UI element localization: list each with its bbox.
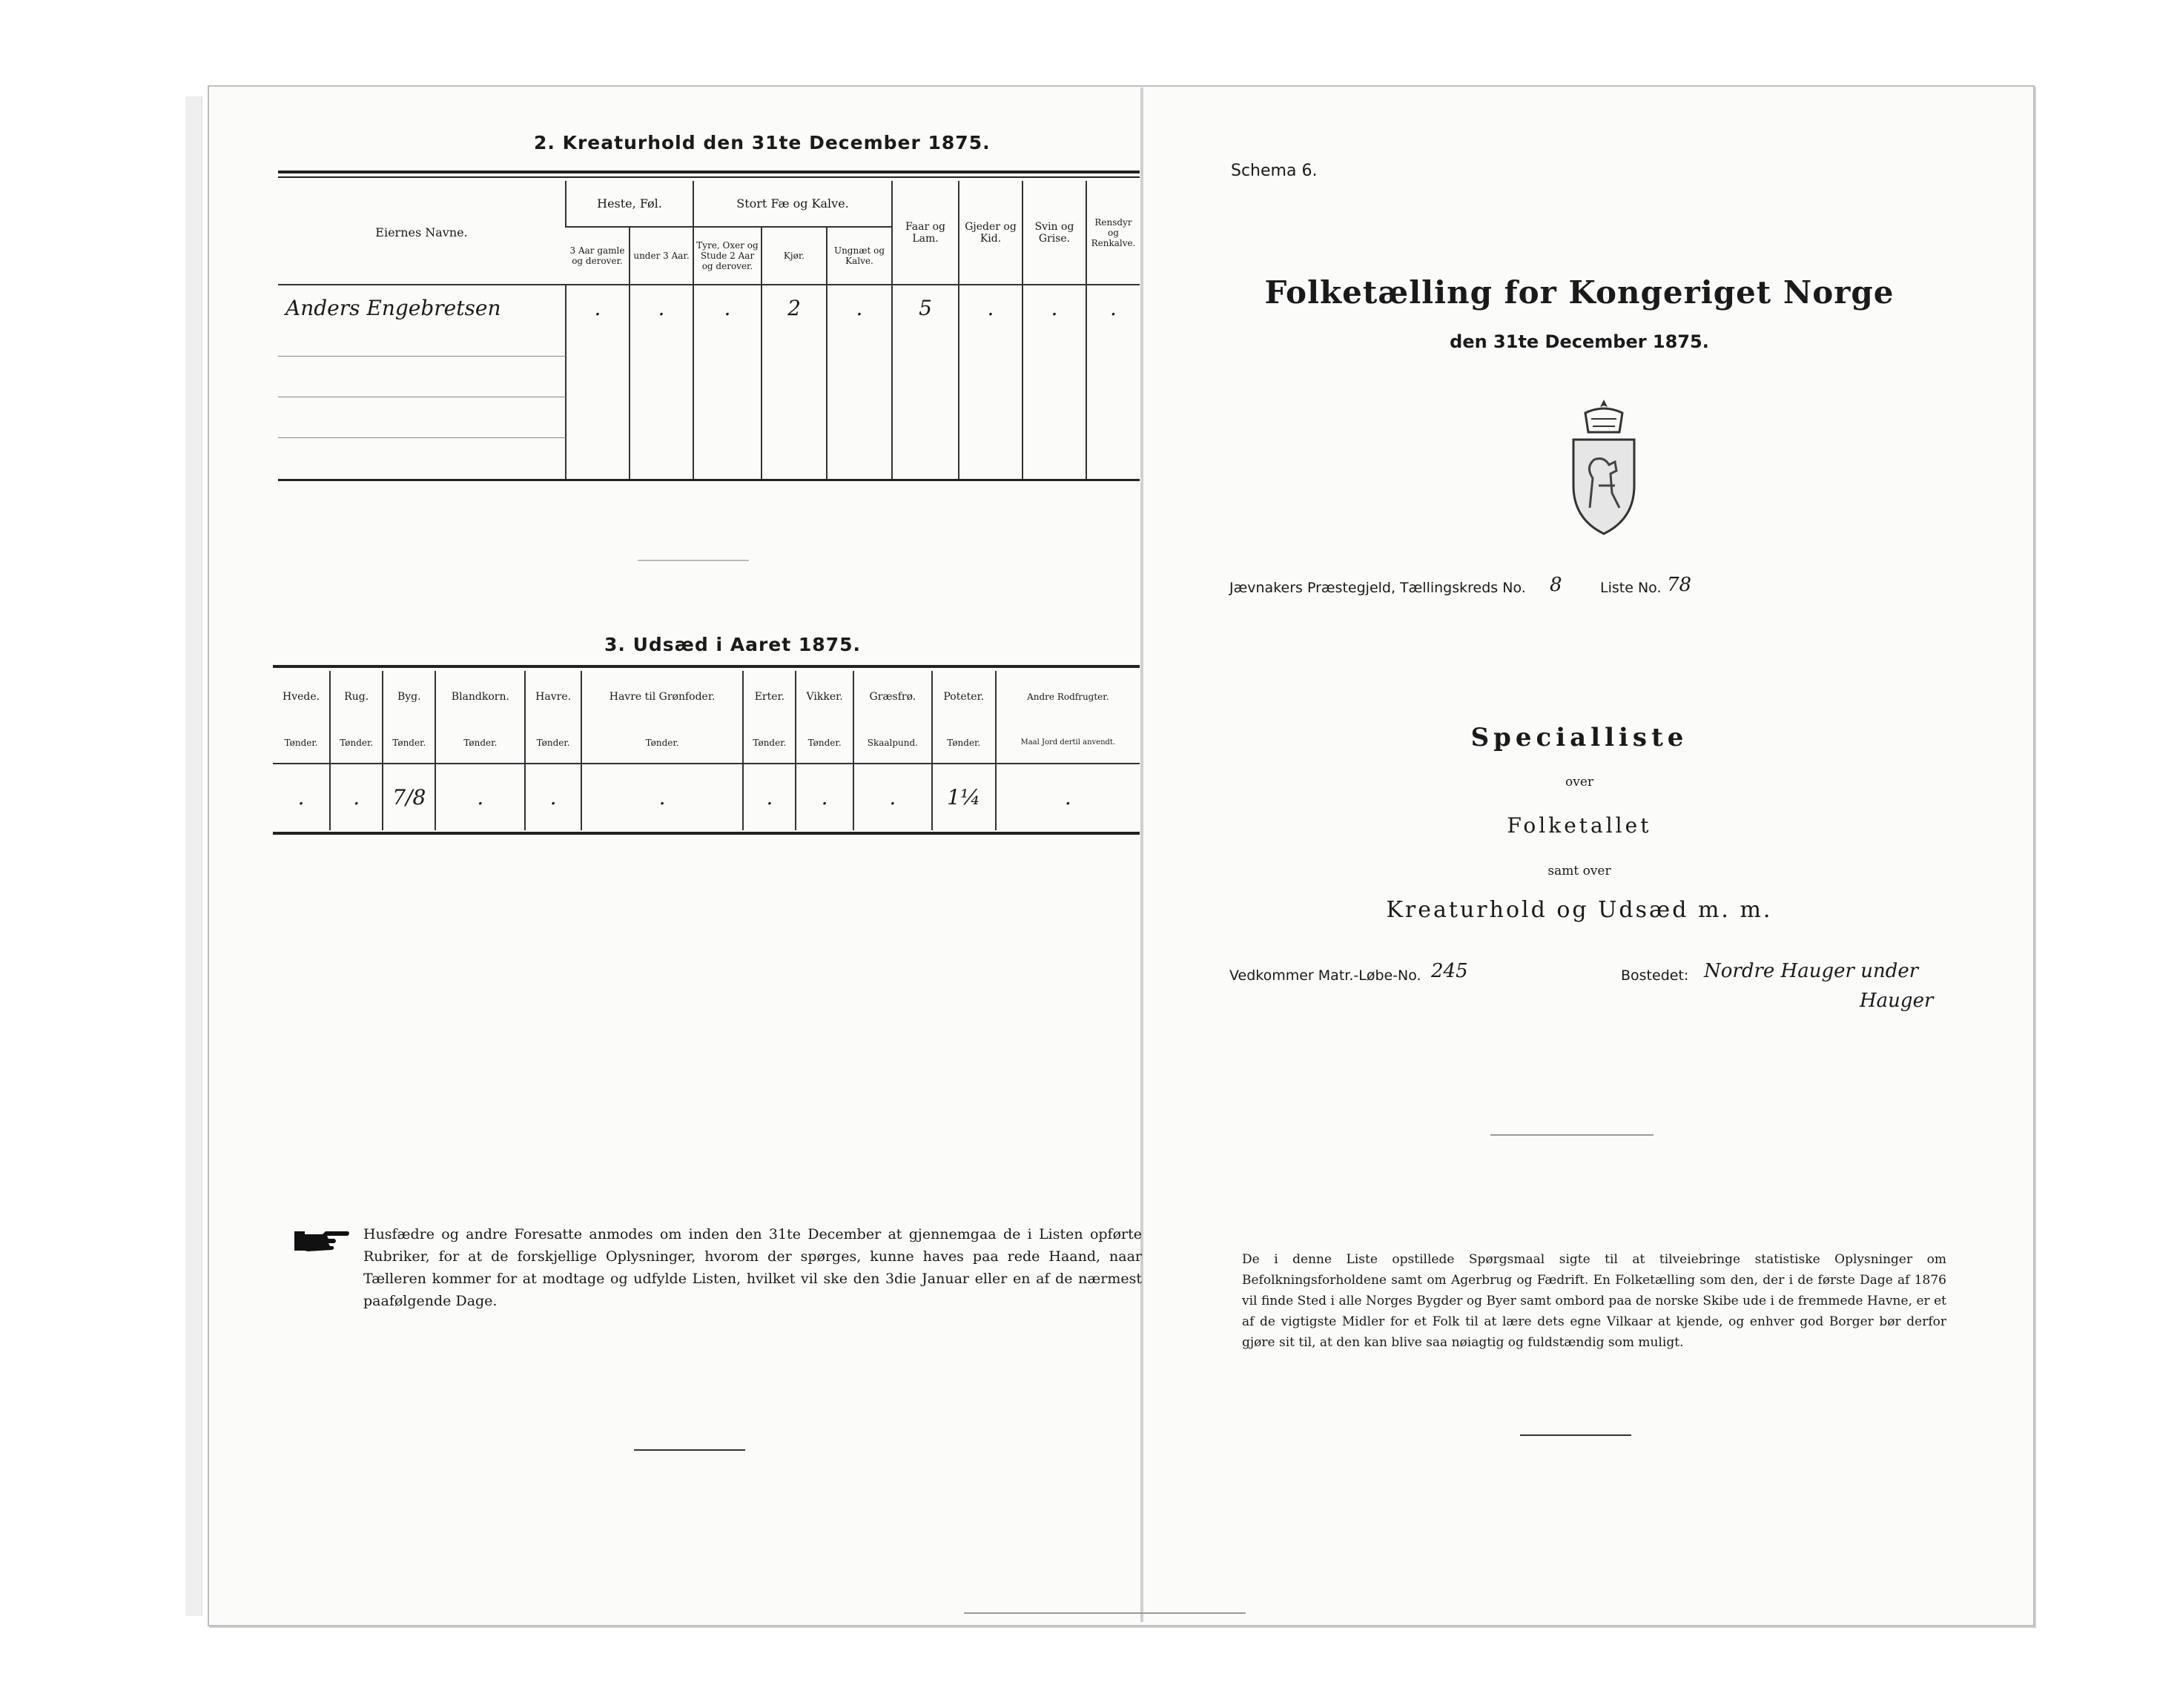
pointing-hand-icon [293,1227,352,1257]
col-young-cattle: Ungnæt og Kalve. [827,227,892,285]
value-cell: 1¼ [947,785,981,810]
binding-edge [185,96,202,1616]
unit-cell: Tønder. [330,723,383,764]
col-pigs: Svin og Grise. [1023,181,1086,285]
bosted-line2: Hauger [1860,990,1934,1012]
value-cell: . [658,785,666,810]
value-cell: . [856,296,863,320]
unit-cell: Tønder. [581,723,744,764]
value-cell: . [658,296,665,320]
folketallet-heading: Folketallet [1507,813,1652,838]
census-title: Folketælling for Kongeriget Norge [1264,274,1894,311]
col-other-roots: Andre Rodfrugter. [996,671,1140,723]
bosted-line1: Nordre Hauger under [1704,960,1919,982]
col-wheat: Hvede. [283,691,320,703]
parish-name: Jævnakers [1229,580,1303,596]
coat-of-arms-icon [1563,397,1645,537]
value-cell: . [821,785,828,810]
value-cell: . [1110,296,1117,320]
col-goats: Gjeder og Kid. [959,181,1023,285]
section2-title: 2. Kreaturhold den 31te December 1875. [534,132,991,153]
value-cell: . [889,785,896,810]
col-potatoes: Poteter. [932,671,996,723]
value-cell: . [549,785,557,810]
section3-title: 3. Udsæd i Aaret 1875. [604,634,861,655]
value-cell: 5 [919,296,932,320]
value-cell: . [766,785,773,810]
matr-line [1229,960,2008,1034]
liste-no: 78 [1667,574,1692,596]
col-sheep: Faar og Lam. [892,181,959,285]
col-cows: Kjør. [762,227,827,285]
sowing-table [273,671,1140,830]
parish-label: Præstegjeld, Tællingskreds No. [1306,580,1526,596]
col-reindeer: Rensdyr og Renkalve. [1086,181,1140,285]
col-mixed-grain: Blandkorn. [435,671,525,723]
value-cell: . [477,785,484,810]
col-vetches: Vikker. [796,671,853,723]
unit-cell: Tønder. [743,723,796,764]
matr-label: Vedkommer Matr.-Løbe-No. [1229,967,1421,984]
group-cattle: Stort Fæ og Kalve. [693,181,892,227]
col-bulls: Tyre, Oxer og Stude 2 Aar og derover. [693,227,762,285]
schema-label: Schema 6. [1231,162,1318,180]
value-cell: . [1064,785,1071,810]
value-cell: 2 [787,296,801,320]
page-fold [1140,87,1143,1622]
livestock-table [278,181,1140,479]
col-barley: Byg. [383,671,435,723]
col-oats: Havre. [525,671,581,723]
col-horse-young: under 3 Aar. [630,227,693,285]
table-row [273,764,1140,830]
value-cell: . [1051,296,1058,320]
census-date: den 31te December 1875. [1450,331,1709,352]
location-line [1229,574,1971,596]
table-row [278,371,1140,412]
kreaturhold-heading: Kreaturhold og Udsæd m. m. [1386,897,1773,923]
col-peas: Erter. [743,671,796,723]
group-horses: Heste, Føl. [566,181,693,227]
kreds-no: 8 [1550,574,1562,596]
col-horse-old: 3 Aar gamle og derover. [569,245,625,266]
unit-cell: Maal Jord dertil anvendt. [996,723,1140,764]
samt-over-text: samt over [1547,864,1611,878]
specialliste-heading: Specialliste [1470,723,1688,752]
value-cell: . [724,296,731,320]
unit-cell: Skaalpund. [853,723,932,764]
notice-text: Husfædre og andre Foresatte anmodes om inden den 31te December at gjennemgaa de i Listen opførte Rubriker, for at de forskjellige Oplysninger, hvorom der spørges, kunne haves paa rede Haand, naar Tælleren kommer for at modtage og udfylde Listen, hvilket vil ske den 3die Januar eller en af de nærmest paafølgende Dage. [363,1226,1142,1309]
value-cell: . [987,296,994,320]
unit-cell: Tønder. [525,723,581,764]
col-grass-seed: Græsfrø. [853,671,932,723]
table-row [278,412,1140,453]
value-cell: . [353,785,360,810]
value-cell: . [297,785,305,810]
col-owner: Eiernes Navne. [375,225,468,239]
table-row [278,331,1140,371]
table-row [278,285,1140,331]
bosted-label: Bostedet: [1621,967,1689,984]
col-rye: Rug. [330,671,383,723]
footer-text: De i denne Liste opstillede Spørgsmaal sigte til at tilveiebringe statistiske Oplysninger om Befolkningsforholdene samt om Agerbrug og Fædrift. En Folketælling som den, der i de første Dage af 1876 vil finde Sted i alle Norges Bygder og Byer samt ombord paa de norske Skibe ude i de fremmede Havne, er et af de vigtigste Midler for et Folk til at lære dets egne Vilkaar at kjende, og enhver god Borger bør derfor gjøre sit til, at den kan blive saa nøiagtig og fuldstændig som muligt. [1242,1252,1946,1350]
unit-cell: Tønder. [932,723,996,764]
table-row [278,453,1140,479]
matr-no: 245 [1431,960,1468,982]
col-green-oats: Havre til Grønfoder. [581,671,744,723]
value-cell: . [594,296,601,320]
liste-label: Liste No. [1600,580,1662,596]
unit-cell: Tønder. [383,723,435,764]
unit-cell: Tønder. [796,723,853,764]
over-text: over [1565,775,1594,790]
owner-name: Anders Engebretsen [285,296,501,320]
unit-cell: Tønder. [284,738,318,748]
value-cell: 7/8 [392,785,426,810]
unit-cell: Tønder. [435,723,525,764]
